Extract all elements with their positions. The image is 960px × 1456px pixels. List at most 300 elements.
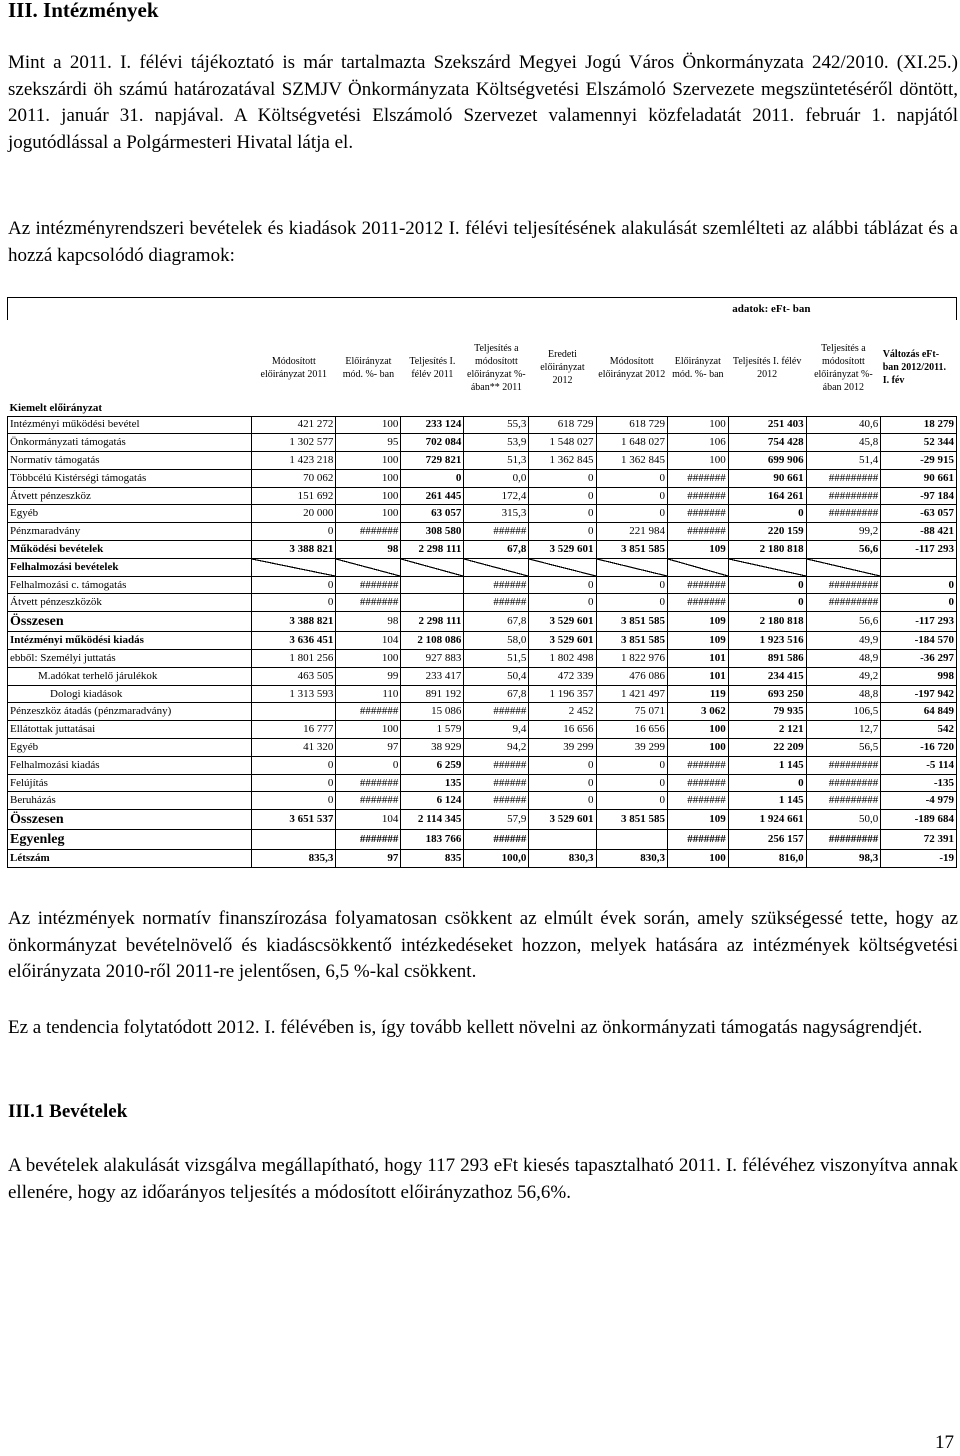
cell-col-6: 0 xyxy=(596,792,667,810)
table-row xyxy=(8,594,957,612)
cell-col-9: ######### xyxy=(806,505,881,523)
cell-col-10: 72 391 xyxy=(881,830,957,850)
row-label: Egyéb xyxy=(8,739,252,757)
cell-col-4: 0,0 xyxy=(464,469,529,487)
cell-col-5: 1 548 027 xyxy=(529,434,596,452)
cell-col-4: ###### xyxy=(464,830,529,850)
cell-col-8: 891 586 xyxy=(728,650,806,668)
cell-col-8: 256 157 xyxy=(728,830,806,850)
row-label: Intézményi működési bevétel xyxy=(8,416,252,434)
cell-col-9: 106,5 xyxy=(806,703,881,721)
table-intro-paragraph: Az intézményrendszeri bevételek és kiadások 2011-2012 I. félévi teljesítésének alakulását szemlélteti az alábbi táblázat és a hozzá kapcsolódó diagramok: xyxy=(8,218,958,266)
cell-col-10: 0 xyxy=(881,576,957,594)
table-row xyxy=(8,703,957,721)
header-col-8: Teljesítés I. félév 2012 xyxy=(732,355,802,380)
cell-col-2: 97 xyxy=(336,850,401,868)
table-row xyxy=(8,830,957,850)
cell-col-5: 1 362 845 xyxy=(529,452,596,470)
table-row xyxy=(8,612,957,632)
table-row xyxy=(8,850,957,868)
cell-col-10: -117 293 xyxy=(881,612,957,632)
cell-col-1 xyxy=(252,830,336,850)
cell-col-3 xyxy=(401,558,464,576)
cell-col-1: 1 801 256 xyxy=(252,650,336,668)
cell-col-6: 39 299 xyxy=(596,739,667,757)
cell-col-7: 100 xyxy=(667,721,728,739)
cell-col-4: 67,8 xyxy=(464,612,529,632)
cell-col-8 xyxy=(728,558,806,576)
cell-col-5: 3 529 601 xyxy=(529,810,596,830)
cell-col-1: 1 313 593 xyxy=(252,685,336,703)
cell-col-7: 109 xyxy=(667,541,728,559)
cell-col-1: 0 xyxy=(252,792,336,810)
cell-col-8: 2 180 818 xyxy=(728,612,806,632)
table-row xyxy=(8,632,957,650)
row-label: Pénzmaradvány xyxy=(8,523,252,541)
cell-col-10: -184 570 xyxy=(881,632,957,650)
header-col-6: Módosított előirányzat 2012 xyxy=(598,355,666,380)
cell-col-5: 0 xyxy=(529,756,596,774)
row-label: Átvett pénzeszközök xyxy=(8,594,252,612)
row-label: ebből: Személyi juttatás xyxy=(8,650,252,668)
cell-col-9 xyxy=(806,558,881,576)
cell-col-4: 9,4 xyxy=(464,721,529,739)
table-row xyxy=(8,576,957,594)
cell-col-8: 754 428 xyxy=(728,434,806,452)
cell-col-1: 41 320 xyxy=(252,739,336,757)
cell-col-7: ####### xyxy=(667,505,728,523)
cell-col-7: ####### xyxy=(667,469,728,487)
cell-col-2: ####### xyxy=(336,594,401,612)
cell-col-5: 16 656 xyxy=(529,721,596,739)
cell-col-2 xyxy=(336,558,401,576)
cell-col-3: 15 086 xyxy=(401,703,464,721)
cell-col-4: ###### xyxy=(464,756,529,774)
row-label: Felhalmozási kiadás xyxy=(8,756,252,774)
cell-col-1: 3 651 537 xyxy=(252,810,336,830)
cell-col-6: 0 xyxy=(596,594,667,612)
cell-col-3: 729 821 xyxy=(401,452,464,470)
cell-col-9: ######### xyxy=(806,576,881,594)
cell-col-9: 49,9 xyxy=(806,632,881,650)
table-row xyxy=(8,774,957,792)
table-row xyxy=(8,523,957,541)
header-col-2: Előirányzat mód. %- ban xyxy=(342,355,395,380)
cell-col-10: 542 xyxy=(881,721,957,739)
row-label: Dologi kiadások xyxy=(8,685,252,703)
table-row xyxy=(8,739,957,757)
budget-table xyxy=(7,297,957,868)
table-row xyxy=(8,667,957,685)
cell-col-1: 0 xyxy=(252,774,336,792)
cell-col-8: 1 924 661 xyxy=(728,810,806,830)
row-label: Önkormányzati támogatás xyxy=(8,434,252,452)
cell-col-8: 0 xyxy=(728,576,806,594)
row-label: Ellátottak juttatásai xyxy=(8,721,252,739)
cell-col-1: 3 388 821 xyxy=(252,612,336,632)
cell-col-4 xyxy=(464,558,529,576)
cell-col-3: 2 298 111 xyxy=(401,612,464,632)
cell-col-9: 48,8 xyxy=(806,685,881,703)
cell-col-4: 94,2 xyxy=(464,739,529,757)
cell-col-3: 38 929 xyxy=(401,739,464,757)
cell-col-7: 101 xyxy=(667,650,728,668)
cell-col-4: 51,3 xyxy=(464,452,529,470)
cell-col-2: 95 xyxy=(336,434,401,452)
table-row xyxy=(8,650,957,668)
page-heading: III. Intézmények xyxy=(8,0,159,22)
cell-col-4: ###### xyxy=(464,523,529,541)
trend-paragraph: Ez a tendencia folytatódott 2012. I. félévében is, így tovább kellett növelni az önkormányzati támogatás nagyságrendjét. xyxy=(8,1017,923,1038)
cell-col-4: ###### xyxy=(464,774,529,792)
header-col-3: Teljesítés I. félév 2011 xyxy=(409,355,456,380)
cell-col-2: 99 xyxy=(336,667,401,685)
revenue-paragraph: A bevételek alakulását vizsgálva megállapítható, hogy 117 293 eFt kiesés tapasztalható 2011. I. félévéhez viszonyítva annak ellenére, hogy az időarányos teljesítés a módosított előirányzathoz 56,6%. xyxy=(8,1155,958,1203)
cell-col-10: -16 720 xyxy=(881,739,957,757)
cell-col-8: 90 661 xyxy=(728,469,806,487)
cell-col-9: 48,9 xyxy=(806,650,881,668)
cell-col-5: 618 729 xyxy=(529,416,596,434)
cell-col-5: 0 xyxy=(529,523,596,541)
cell-col-4: 58,0 xyxy=(464,632,529,650)
cell-col-6: 16 656 xyxy=(596,721,667,739)
table-header-row xyxy=(8,320,957,416)
cell-col-6: 476 086 xyxy=(596,667,667,685)
cell-col-2: ####### xyxy=(336,703,401,721)
cell-col-10: -189 684 xyxy=(881,810,957,830)
cell-col-5: 0 xyxy=(529,487,596,505)
units-label: adatok: eFt- ban xyxy=(728,298,956,321)
cell-col-9: ######### xyxy=(806,830,881,850)
cell-col-9: 98,3 xyxy=(806,850,881,868)
cell-col-6: 1 362 845 xyxy=(596,452,667,470)
cell-col-2: ####### xyxy=(336,792,401,810)
cell-col-3: 308 580 xyxy=(401,523,464,541)
row-label: Összesen xyxy=(8,612,252,632)
cell-col-6: 3 851 585 xyxy=(596,632,667,650)
cell-col-3: 2 114 345 xyxy=(401,810,464,830)
cell-col-7: ####### xyxy=(667,756,728,774)
cell-col-2: ####### xyxy=(336,576,401,594)
row-label: Átvett pénzeszköz xyxy=(8,487,252,505)
cell-col-8: 1 923 516 xyxy=(728,632,806,650)
cell-col-3: 927 883 xyxy=(401,650,464,668)
cell-col-3: 0 xyxy=(401,469,464,487)
cell-col-7: ####### xyxy=(667,774,728,792)
cell-col-8: 1 145 xyxy=(728,756,806,774)
cell-col-5: 39 299 xyxy=(529,739,596,757)
cell-col-1 xyxy=(252,558,336,576)
cell-col-8: 79 935 xyxy=(728,703,806,721)
cell-col-6: 75 071 xyxy=(596,703,667,721)
cell-col-8: 220 159 xyxy=(728,523,806,541)
table-row xyxy=(8,756,957,774)
cell-col-3: 891 192 xyxy=(401,685,464,703)
cell-col-1: 0 xyxy=(252,576,336,594)
cell-col-8: 699 906 xyxy=(728,452,806,470)
cell-col-6 xyxy=(596,830,667,850)
cell-col-1: 0 xyxy=(252,594,336,612)
intro-paragraph: Mint a 2011. I. félévi tájékoztató is már tartalmazta Szekszárd Megyei Jogú Város Önkormányzata 242/2010. (XI.25.) szekszárdi öh számú határozatával SZMJV Önkormányzata Költségvetési Elszámoló Szervezete megszüntetéséről döntött, 2011. január 31. napjával. A Költségvetési Elszámoló Szervezet valamennyi közfeladatát 2011. február 1. napjától jogutódlással a Polgármesteri Hivatal látja el. xyxy=(8,52,958,153)
cell-col-4: 55,3 xyxy=(464,416,529,434)
cell-col-3: 233 124 xyxy=(401,416,464,434)
cell-col-7: 100 xyxy=(667,739,728,757)
cell-col-7: 119 xyxy=(667,685,728,703)
cell-col-4: ###### xyxy=(464,703,529,721)
row-label: Felújítás xyxy=(8,774,252,792)
cell-col-1: 3 636 451 xyxy=(252,632,336,650)
cell-col-7: ####### xyxy=(667,523,728,541)
row-label: Intézményi működési kiadás xyxy=(8,632,252,650)
cell-col-4: 67,8 xyxy=(464,541,529,559)
cell-col-7: 100 xyxy=(667,452,728,470)
table-row xyxy=(8,541,957,559)
cell-col-3: 2 108 086 xyxy=(401,632,464,650)
cell-col-4: 51,5 xyxy=(464,650,529,668)
table-row xyxy=(8,505,957,523)
row-label: Pénzeszköz átadás (pénzmaradvány) xyxy=(8,703,252,721)
cell-col-9: ######### xyxy=(806,487,881,505)
cell-col-7: 101 xyxy=(667,667,728,685)
cell-col-5: 472 339 xyxy=(529,667,596,685)
cell-col-6: 0 xyxy=(596,487,667,505)
cell-col-10: -135 xyxy=(881,774,957,792)
cell-col-10: -36 297 xyxy=(881,650,957,668)
cell-col-6: 221 984 xyxy=(596,523,667,541)
cell-col-9: 56,5 xyxy=(806,739,881,757)
cell-col-4: 315,3 xyxy=(464,505,529,523)
cell-col-9: 51,4 xyxy=(806,452,881,470)
section-title: III.1 Bevételek xyxy=(8,1101,128,1122)
cell-col-5 xyxy=(529,830,596,850)
cell-col-10: -5 114 xyxy=(881,756,957,774)
cell-col-9: 50,0 xyxy=(806,810,881,830)
cell-col-4: 57,9 xyxy=(464,810,529,830)
cell-col-9: 99,2 xyxy=(806,523,881,541)
cell-col-10: -63 057 xyxy=(881,505,957,523)
cell-col-3: 233 417 xyxy=(401,667,464,685)
cell-col-2: 100 xyxy=(336,505,401,523)
cell-col-5: 0 xyxy=(529,505,596,523)
cell-col-1: 421 272 xyxy=(252,416,336,434)
cell-col-9: ######### xyxy=(806,594,881,612)
cell-col-6: 0 xyxy=(596,774,667,792)
cell-col-8: 0 xyxy=(728,505,806,523)
cell-col-5: 830,3 xyxy=(529,850,596,868)
cell-col-6: 1 648 027 xyxy=(596,434,667,452)
table-row xyxy=(8,685,957,703)
header-col-7: Előirányzat mód. %- ban xyxy=(672,355,724,380)
cell-col-9: ######### xyxy=(806,792,881,810)
cell-col-1: 151 692 xyxy=(252,487,336,505)
row-label: Működési bevételek xyxy=(8,541,252,559)
cell-col-7: ####### xyxy=(667,792,728,810)
cell-col-8: 164 261 xyxy=(728,487,806,505)
cell-col-3: 6 259 xyxy=(401,756,464,774)
cell-col-1: 463 505 xyxy=(252,667,336,685)
cell-col-2: 98 xyxy=(336,541,401,559)
cell-col-7: ####### xyxy=(667,830,728,850)
cell-col-1: 1 423 218 xyxy=(252,452,336,470)
cell-col-10: 18 279 xyxy=(881,416,957,434)
cell-col-4: 67,8 xyxy=(464,685,529,703)
cell-col-6: 3 851 585 xyxy=(596,541,667,559)
cell-col-4: 100,0 xyxy=(464,850,529,868)
cell-col-6: 1 822 976 xyxy=(596,650,667,668)
cell-col-7: 100 xyxy=(667,850,728,868)
table-row xyxy=(8,452,957,470)
cell-col-6: 0 xyxy=(596,469,667,487)
cell-col-4: ###### xyxy=(464,594,529,612)
cell-col-1: 835,3 xyxy=(252,850,336,868)
cell-col-10: 64 849 xyxy=(881,703,957,721)
header-col-1: Módosított előirányzat 2011 xyxy=(260,355,328,380)
row-label: Felhalmozási bevételek xyxy=(8,558,252,576)
cell-col-8: 0 xyxy=(728,774,806,792)
cell-col-3 xyxy=(401,594,464,612)
units-row xyxy=(8,298,957,321)
cell-col-5: 3 529 601 xyxy=(529,612,596,632)
cell-col-3 xyxy=(401,576,464,594)
table-row xyxy=(8,469,957,487)
cell-col-2: 0 xyxy=(336,756,401,774)
header-col-5: Eredeti előirányzat 2012 xyxy=(540,349,585,387)
cell-col-8: 0 xyxy=(728,594,806,612)
cell-col-7: 100 xyxy=(667,416,728,434)
cell-col-7 xyxy=(667,558,728,576)
cell-col-2: 104 xyxy=(336,810,401,830)
cell-col-1: 3 388 821 xyxy=(252,541,336,559)
cell-col-2: 98 xyxy=(336,612,401,632)
page-number: 17 xyxy=(935,1432,954,1453)
cell-col-7: ####### xyxy=(667,487,728,505)
cell-col-10: -197 942 xyxy=(881,685,957,703)
cell-col-8: 22 209 xyxy=(728,739,806,757)
cell-col-2: ####### xyxy=(336,523,401,541)
table-row xyxy=(8,721,957,739)
cell-col-10: 998 xyxy=(881,667,957,685)
cell-col-5: 3 529 601 xyxy=(529,541,596,559)
cell-col-5: 3 529 601 xyxy=(529,632,596,650)
table-row xyxy=(8,487,957,505)
cell-col-6: 3 851 585 xyxy=(596,810,667,830)
cell-col-6: 0 xyxy=(596,505,667,523)
cell-col-2: 100 xyxy=(336,469,401,487)
cell-col-10: -117 293 xyxy=(881,541,957,559)
cell-col-7: 109 xyxy=(667,810,728,830)
cell-col-2: 100 xyxy=(336,721,401,739)
cell-col-10: -4 979 xyxy=(881,792,957,810)
cell-col-6: 0 xyxy=(596,756,667,774)
cell-col-3: 63 057 xyxy=(401,505,464,523)
cell-col-2: ####### xyxy=(336,830,401,850)
cell-col-8: 234 415 xyxy=(728,667,806,685)
table-row xyxy=(8,416,957,434)
header-kiemelt: Kiemelt előirányzat xyxy=(9,401,103,414)
cell-col-7: 109 xyxy=(667,612,728,632)
cell-col-4: ###### xyxy=(464,792,529,810)
cell-col-3: 835 xyxy=(401,850,464,868)
row-label: M.adókat terhelő járulékok xyxy=(8,667,252,685)
cell-col-9: ######### xyxy=(806,469,881,487)
row-label: Beruházás xyxy=(8,792,252,810)
cell-col-9: ######### xyxy=(806,756,881,774)
cell-col-10: -88 421 xyxy=(881,523,957,541)
cell-col-4: 53,9 xyxy=(464,434,529,452)
cell-col-10 xyxy=(881,558,957,576)
cell-col-3: 261 445 xyxy=(401,487,464,505)
cell-col-10: 0 xyxy=(881,594,957,612)
cell-col-2: 100 xyxy=(336,650,401,668)
cell-col-5: 0 xyxy=(529,469,596,487)
row-label: Egyenleg xyxy=(8,830,252,850)
header-col-10: Változás eFt-ban 2012/2011. I. fév xyxy=(882,349,947,387)
row-label: Összesen xyxy=(8,810,252,830)
cell-col-1: 16 777 xyxy=(252,721,336,739)
row-label: Egyéb xyxy=(8,505,252,523)
row-label: Normatív támogatás xyxy=(8,452,252,470)
cell-col-8: 2 180 818 xyxy=(728,541,806,559)
cell-col-6 xyxy=(596,558,667,576)
cell-col-5: 1 196 357 xyxy=(529,685,596,703)
cell-col-1: 70 062 xyxy=(252,469,336,487)
cell-col-5: 0 xyxy=(529,774,596,792)
cell-col-3: 702 084 xyxy=(401,434,464,452)
cell-col-2: 110 xyxy=(336,685,401,703)
financing-paragraph: Az intézmények normatív finanszírozása folyamatosan csökkent az elmúlt évek során, amely szükségessé tette, hogy az önkormányzat bevételnövelő és kiadáscsökkentő intézkedéseket hozzon, melyek hatására az intézmények költségvetési előirányzata 2010-ről 2011-re jelentősen, 6,5 %-kal csökkent. xyxy=(8,908,958,982)
row-label: Többcélú Kistérségi támogatás xyxy=(8,469,252,487)
cell-col-2: 97 xyxy=(336,739,401,757)
header-col-9: Teljesítés a módosított előirányzat %-ában 2012 xyxy=(814,342,873,393)
cell-col-7: 109 xyxy=(667,632,728,650)
cell-col-6: 830,3 xyxy=(596,850,667,868)
row-label: Létszám xyxy=(8,850,252,868)
cell-col-9: 56,6 xyxy=(806,541,881,559)
cell-col-7: 3 062 xyxy=(667,703,728,721)
table-row xyxy=(8,792,957,810)
table-row xyxy=(8,810,957,830)
cell-col-6: 3 851 585 xyxy=(596,612,667,632)
cell-col-9: 56,6 xyxy=(806,612,881,632)
row-label: Felhalmozási c. támogatás xyxy=(8,576,252,594)
cell-col-5: 0 xyxy=(529,792,596,810)
cell-col-8: 2 121 xyxy=(728,721,806,739)
cell-col-2: 100 xyxy=(336,487,401,505)
cell-col-4: 172,4 xyxy=(464,487,529,505)
cell-col-10: 90 661 xyxy=(881,469,957,487)
cell-col-9: 12,7 xyxy=(806,721,881,739)
cell-col-2: 100 xyxy=(336,416,401,434)
cell-col-1: 0 xyxy=(252,756,336,774)
table-row xyxy=(8,434,957,452)
cell-col-10: -29 915 xyxy=(881,452,957,470)
cell-col-7: ####### xyxy=(667,576,728,594)
cell-col-1 xyxy=(252,703,336,721)
cell-col-9: ######### xyxy=(806,774,881,792)
cell-col-1: 1 302 577 xyxy=(252,434,336,452)
budget-table-container xyxy=(7,297,959,868)
cell-col-6: 618 729 xyxy=(596,416,667,434)
cell-col-8: 251 403 xyxy=(728,416,806,434)
cell-col-5: 0 xyxy=(529,594,596,612)
cell-col-9: 40,6 xyxy=(806,416,881,434)
cell-col-8: 693 250 xyxy=(728,685,806,703)
cell-col-10: -19 xyxy=(881,850,957,868)
cell-col-1: 0 xyxy=(252,523,336,541)
cell-col-3: 2 298 111 xyxy=(401,541,464,559)
cell-col-8: 816,0 xyxy=(728,850,806,868)
cell-col-2: ####### xyxy=(336,774,401,792)
